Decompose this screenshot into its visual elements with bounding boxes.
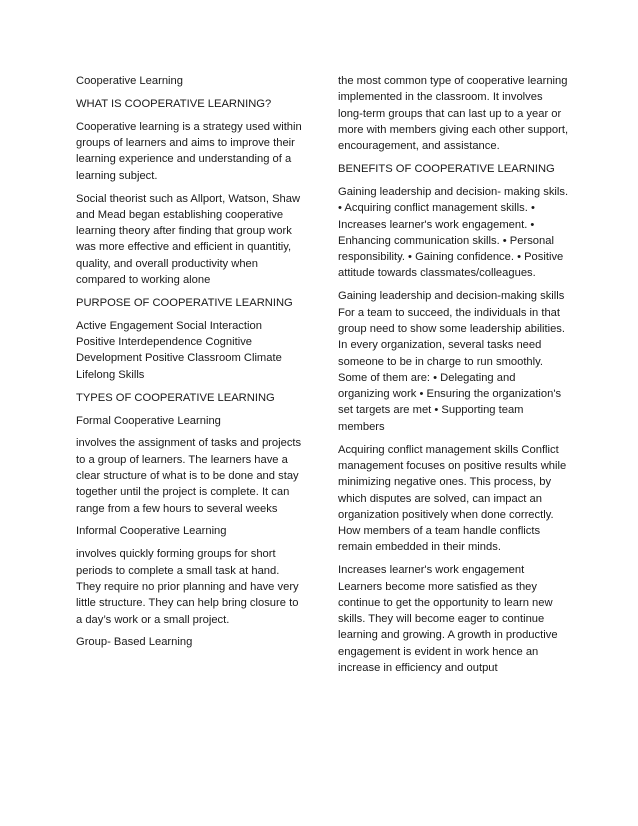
paragraph-leadership: Gaining leadership and decision-making skills For a team to succeed, the individuals in that group need to show some leadership abilities. In every organization, several tasks need someone to be in charge to run smoothly. Some of them are: • Delegating and organizing work • Ensuring the organization's set targets are met • Supporting team members: [338, 290, 565, 433]
paragraph-formal: involves the assignment of tasks and projects to a group of learners. The learners have a clear structure of what is to be done and stay together until the project is complete. It can range from a few hours to several weeks: [76, 437, 302, 515]
left-column: [76, 73, 304, 657]
subheading-group-based: Group- Based Learning: [76, 636, 193, 649]
paragraph-informal: involves quickly forming groups for short periods to complete a small task at hand. They require no prior planning and have very little structure. They can help bring closure to a day’s work or a small project.: [76, 548, 299, 626]
paragraph-benefits-list: Gaining leadership and decision- making skils. • Acquiring conflict management skills. • Increases learner's work engagement. • Enhancing communication skills. • Personal responsibility. • Gaining confidence. • Positive attitude towards classmates/colleagues.: [338, 185, 569, 280]
subheading-formal: Formal Cooperative Learning: [76, 414, 221, 427]
heading-what-is: WHAT IS COOPERATIVE LEARNING?: [76, 97, 272, 110]
paragraph-group-based: the most common type of cooperative learning implemented in the classroom. It involves long-term groups that can last up to a year or more with members giving each other support, encouragement, and assistance.: [338, 75, 569, 153]
paragraph-purpose-list: Active Engagement Social Interaction Positive Interdependence Cognitive Development Positive Classroom Climate Lifelong Skills: [76, 319, 282, 381]
right-column: [338, 73, 570, 683]
heading-types: TYPES OF COOPERATIVE LEARNING: [76, 391, 275, 404]
paragraph-engagement: Increases learner's work engagement Learners become more satisfied as they continue to get the opportunity to learn new skills. They will become eager to continue learning and growing. A growth in productive engagement is evident in work hence an increase in efficiency and output: [338, 564, 558, 675]
document-title: Cooperative Learning: [76, 75, 183, 87]
paragraph-definition: Cooperative learning is a strategy used within groups of learners and aims to improve their learning experience and understanding of a learning subject.: [76, 120, 302, 182]
paragraph-conflict: Acquiring conflict management skills Conflict management focuses on positive results while minimizing negative ones. This process, by which disputes are solved, can impact an organization positively when done correctly. How members of a team handle conflicts remain embedded in their minds.: [338, 443, 567, 554]
heading-benefits: BENEFITS OF COOPERATIVE LEARNING: [338, 163, 555, 176]
paragraph-theorists: Social theorist such as Allport, Watson, Shaw and Mead began establishing cooperative learning theory after finding that group work was more effective and efficient in quantitiy, quality, and overall productivity when compared to working alone: [76, 192, 301, 287]
heading-purpose: PURPOSE OF COOPERATIVE LEARNING: [76, 296, 293, 309]
subheading-informal: Informal Cooperative Learning: [76, 525, 227, 538]
